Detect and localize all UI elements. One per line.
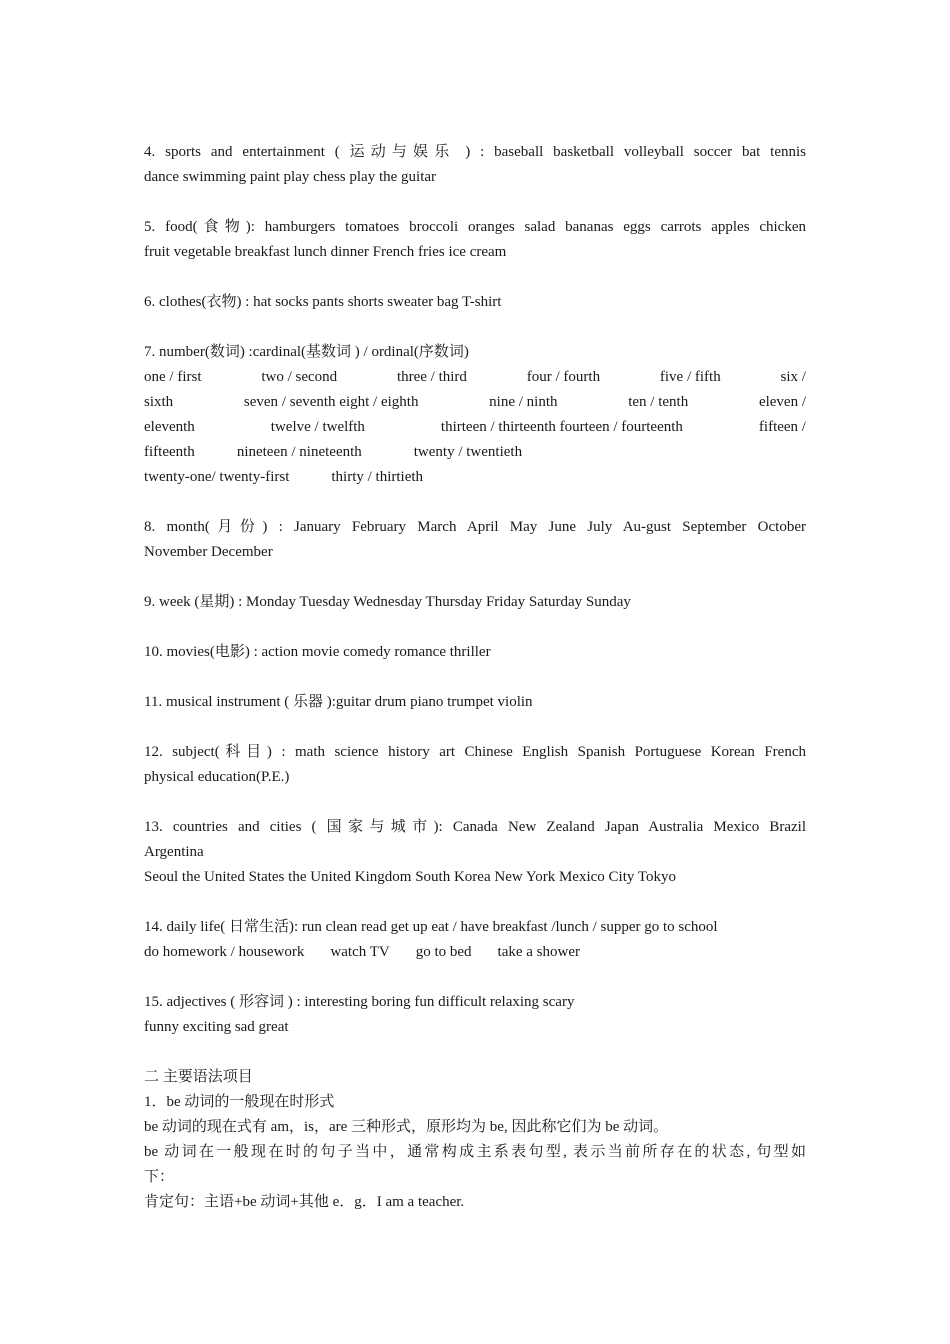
vocab-clothes-line1: 6. clothes(衣物) : hat socks pants shorts sweater bag T-shirt <box>144 294 502 310</box>
number-cell: two / second <box>261 369 338 385</box>
number-cell: eleven / <box>758 394 806 410</box>
number-cell: fifteen / <box>758 419 806 435</box>
number-cell: four / fourth <box>526 369 601 385</box>
grammar-p2-line1: be 动词在一般现在时的句子当中，通常构成主系表句型, 表示当前所存在的状态, 句型如 <box>144 1144 806 1160</box>
number-row-3 <box>144 415 806 440</box>
grammar-p2-line2: 下： <box>144 1169 175 1185</box>
grammar-heading: 二 主要语法项目 <box>144 1069 253 1085</box>
vocab-number <box>144 340 806 490</box>
vocab-number-heading: 7. number(数词) :cardinal(基数词 ) / ordinal(序数词) <box>144 344 469 360</box>
number-cell: nineteen / nineteenth <box>236 444 362 460</box>
number-row-1 <box>144 365 806 390</box>
number-row-2 <box>144 390 806 415</box>
vocab-subject-line1: 12. subject(科目) : math science history art Chinese English Spanish Portuguese Korean French <box>144 744 806 760</box>
vocab-sports <box>144 140 806 190</box>
number-cell: nine / ninth <box>489 394 558 410</box>
vocab-food <box>144 215 806 265</box>
number-cell: thirty / thirtieth <box>331 469 424 485</box>
vocab-subject <box>144 740 806 790</box>
number-cell: twenty / twentieth <box>413 444 523 460</box>
vocab-countries-line1: 13. countries and cities ( 国家与城市): Canada New Zealand Japan Australia Mexico Brazil <box>144 819 806 835</box>
number-cell: seven / seventh eight / eighth <box>243 394 419 410</box>
number-cell: ten / tenth <box>628 394 689 410</box>
vocab-sports-line2: dance swimming paint play chess play the guitar <box>144 169 437 185</box>
vocab-adjectives-line1: 15. adjectives ( 形容词 ) : interesting boring fun difficult relaxing scary <box>144 994 575 1010</box>
number-cell: one / first <box>144 369 202 385</box>
grammar-section <box>144 1065 806 1215</box>
grammar-p3: 肯定句：主语+be 动词+其他 e．g．I am a teacher. <box>144 1194 465 1210</box>
number-row-4 <box>144 440 806 465</box>
grammar-item-1: 1．be 动词的一般现在时形式 <box>144 1094 335 1110</box>
number-cell: five / fifth <box>659 369 721 385</box>
vocab-countries-line2: Argentina <box>144 844 204 860</box>
grammar-p1: be 动词的现在式有 am，is，are 三种形式，原形均为 be, 因此称它们为 be 动词。 <box>144 1119 669 1135</box>
number-cell: twelve / twelfth <box>270 419 365 435</box>
vocab-month <box>144 515 806 565</box>
vocab-countries <box>144 815 806 890</box>
vocab-week-line1: 9. week (星期) : Monday Tuesday Wednesday Thursday Friday Saturday Sunday <box>144 594 631 610</box>
vocab-adjectives-line2: funny exciting sad great <box>144 1019 289 1035</box>
vocab-clothes <box>144 290 806 315</box>
document-page <box>144 140 806 1215</box>
vocab-movies <box>144 640 806 665</box>
vocab-subject-line2: physical education(P.E.) <box>144 769 290 785</box>
vocab-month-line2: November December <box>144 544 273 560</box>
vocab-food-line1: 5. food(食物): hamburgers tomatoes broccoli oranges salad bananas eggs carrots apples chicken <box>144 219 806 235</box>
vocab-instrument-line1: 11. musical instrument ( 乐器 ):guitar drum piano trumpet violin <box>144 694 533 710</box>
vocab-adjectives <box>144 990 806 1040</box>
vocab-countries-line3: Seoul the United States the United Kingdom South Korea New York Mexico City Tokyo <box>144 869 676 885</box>
number-cell: twenty-one/ twenty-first <box>144 469 290 485</box>
daily-row-2 <box>144 940 806 965</box>
daily-cell: take a shower <box>497 944 580 960</box>
vocab-week <box>144 590 806 615</box>
vocab-movies-line1: 10. movies(电影) : action movie comedy romance thriller <box>144 644 491 660</box>
vocab-daily-line1: 14. daily life( 日常生活): run clean read get up eat / have breakfast /lunch / supper go to school <box>144 919 718 935</box>
number-cell: eleventh <box>144 419 195 435</box>
number-row-5 <box>144 465 806 490</box>
vocab-month-line1: 8. month(月份) : January February March April May June July Au-gust September October <box>144 519 806 535</box>
daily-cell: go to bed <box>415 944 472 960</box>
number-cell: six / <box>780 369 806 385</box>
number-cell: three / third <box>396 369 467 385</box>
daily-cell: watch TV <box>330 944 390 960</box>
vocab-food-line2: fruit vegetable breakfast lunch dinner French fries ice cream <box>144 244 507 260</box>
vocab-instrument <box>144 690 806 715</box>
number-cell: sixth <box>144 394 174 410</box>
number-cell: thirteen / thirteenth fourteen / fourteenth <box>440 419 683 435</box>
vocab-daily <box>144 915 806 965</box>
daily-cell: do homework / housework <box>144 944 305 960</box>
number-cell: fifteenth <box>144 444 195 460</box>
vocab-sports-line1: 4. sports and entertainment ( 运动与娱乐 ) : baseball basketball volleyball soccer bat tennis <box>144 144 806 160</box>
